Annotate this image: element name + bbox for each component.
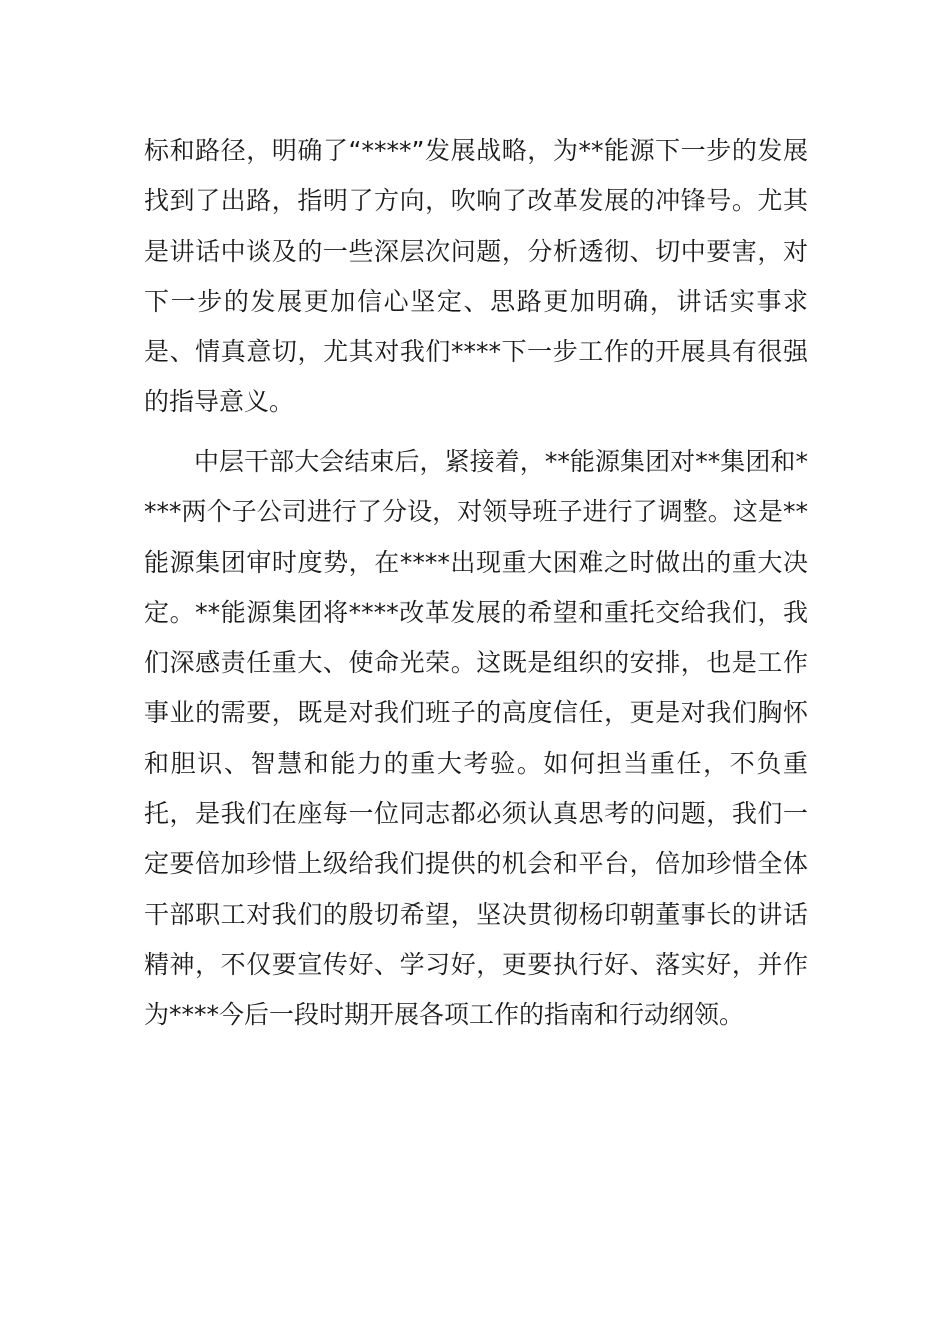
paragraph-meeting-aftermath: 中层干部大会结束后，紧接着，**能源集团对**集团和****两个子公司进行了分设，对领导班子进行了调整。这是**能源集团审时度势，在****出现重大困难之时做出的重大决定。**能源集团将****改革发展的希望和重托交给我们，我们深感责任重大、使命光荣。这既是组织的安排，也是工作事业的需要，既是对我们班子的高度信任，更是对我们胸怀和胆识、智慧和能力的重大考验。如何担当重任，不负重托，是我们在座每一位同志都必须认真思考的问题，我们一定要倍加珍惜上级给我们提供的机会和平台，倍加珍惜全体干部职工对我们的殷切希望，坚决贯彻杨印朝董事长的讲话精神，不仅要宣传好、学习好，更要执行好、落实好，并作为****今后一段时期开展各项工作的指南和行动纲领。 [144,447,808,1030]
paragraph-continuation: 标和路径，明确了“****”发展战略，为**能源下一步的发展找到了出路，指明了方向，吹响了改革发展的冲锋号。尤其是讲话中谈及的一些深层次问题，分析透彻、切中要害，对下一步的发展更加信心坚定、思路更加明确，讲话实事求是、情真意切，尤其对我们****下一步工作的开展具有很强的指导意义。 [144,136,808,417]
